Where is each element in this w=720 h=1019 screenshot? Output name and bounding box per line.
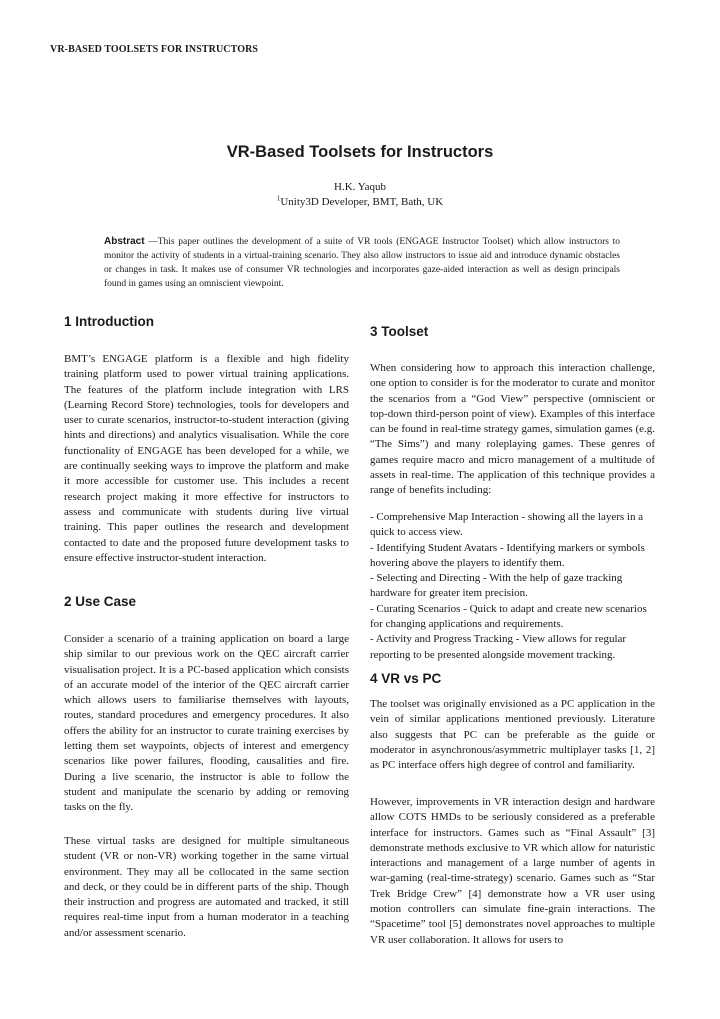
benefit-list-item: - Identifying Student Avatars - Identifying markers or symbols hovering above the players to identify them. [370,541,645,569]
section-heading-vr-vs-pc: 4 VR vs PC [370,671,442,686]
section-heading-toolset: 3 Toolset [370,324,429,339]
section-heading-use-case: 2 Use Case [64,594,137,609]
introduction-paragraph: BMT’s ENGAGE platform is a flexible and high fidelity training platform used to power virtual training applications. The features of the platform include integration with LRS (Learning Record Store) technologies, tools for developers and user to curate scenarios, instructor-to-student interaction (giving hints and directions) and analytics visualisation. While the core functionality of ENGAGE has been developed for a while, we are continually seeking ways to improve the platform and make it more accessible for customer use. This includes a recent research project making it more effective for instructors to assess and communicate with students during live virtual training. This paper outlines the research and development contacted to date and the proposed future development tasks to ensure effective instructor-student interaction. [64,353,349,564]
vr-vs-pc-paragraph-2: However, improvements in VR interaction design and hardware allow COTS HMDs to be seriously considered as a preferable interface for instructors. Games such as “Final Assault” [3] demonstrate methods exclusive to VR which allow for naturistic interactions and management of a large number of agents in war-gaming (real-time-strategy) scenario. Games such as “Star Trek Bridge Crew” [4] demonstrate how a VR user using motion controllers can simulate fine-grain interactions. The “Spacetime” tool [5] demonstrates novel approaches to multiple VR user collaboration. It allows for users to [370,796,655,946]
benefit-list-item: - Curating Scenarios - Quick to adapt and create new scenarios for changing applications and requirements. [370,602,647,631]
toolset-benefit-list [370,510,655,663]
benefit-list-item: - Activity and Progress Tracking - View allows for regular reporting to be presented alongside movement tracking. [370,633,627,661]
author-name: H.K. Yaqub [334,181,386,193]
toolset-paragraph: When considering how to approach this interaction challenge, one option to consider is for the moderator to curate and monitor the scenarios from a “God View” perspective (omniscient or top-down third-person point of view). Examples of this interface can be found in real-time strategy games, simulation games (e.g. “The Sims”) and many roleplaying games. These genres of games require macro and micro management of a multitude of assets in real-time. The application of this technique provides a range of benefits including: [370,362,656,497]
abstract-text: —This paper outlines the development of a suite of VR tools (ENGAGE Instructor Toolset) which allow instructors to monitor the activity of students in a virtual-training scenario. They also allow instructors to issue aid and introduce dynamic obstacles or changes in task. It makes use of consumer VR technologies and incorporates gaze-aided interaction as well as design principals found in games using an omniscient viewpoint. [104,237,620,289]
benefit-list-item: - Comprehensive Map Interaction - showing all the layers in a quick to access view. [370,511,644,539]
abstract [104,235,620,291]
abstract-label: Abstract [104,236,145,247]
affiliation-marker: 1 [276,194,281,203]
affiliation-text: Unity3D Developer, BMT, Bath, UK [280,196,444,208]
vr-vs-pc-paragraph-1: The toolset was originally envisioned as a PC application in the vein of similar applications mentioned previously. Literature also suggests that PC can be preferable as the guide or moderator in asynchronous/asymmetric multiplayer tasks [1, 2] as PC interface offers high degree of control and familiarity. [370,698,655,772]
use-case-paragraph-2: These virtual tasks are designed for multiple simultaneous student (VR or non-VR) working together in the same virtual environment. They may all be collocated in the same section and deck, or they could be in different parts of the ship. Though their instruction and progress are automated and tracked, it still requires real-time input from a human moderator in a teaching and/or assessment scenario. [64,835,349,939]
author-affiliation [0,195,720,210]
section-heading-introduction: 1 Introduction [64,314,154,329]
paper-title: VR-Based Toolsets for Instructors [226,143,494,161]
use-case-paragraph-1: Consider a scenario of a training application on board a large ship similar to our previous work on the QEC aircraft carrier visualisation project. It is a PC-based application which consists of an accurate model of the interior of the QEC aircraft carrier which allows users to familiarise themselves with layouts, routes, standard procedures and emergency procedures. It also offers the ability for an instructor to curate training exercises by letting them set waypoints, objects of interest and emergency scenarios like power failures, flooding, causalities and fire. During a live scenario, the instructor is able to follow the student and manipulate the scenario by adding or removing tasks on the fly. [64,633,349,814]
running-header: VR-BASED TOOLSETS FOR INSTRUCTORS [50,44,259,55]
author-block [0,180,720,210]
benefit-list-item: - Selecting and Directing - With the help of gaze tracking hardware for greater item precision. [370,572,623,600]
